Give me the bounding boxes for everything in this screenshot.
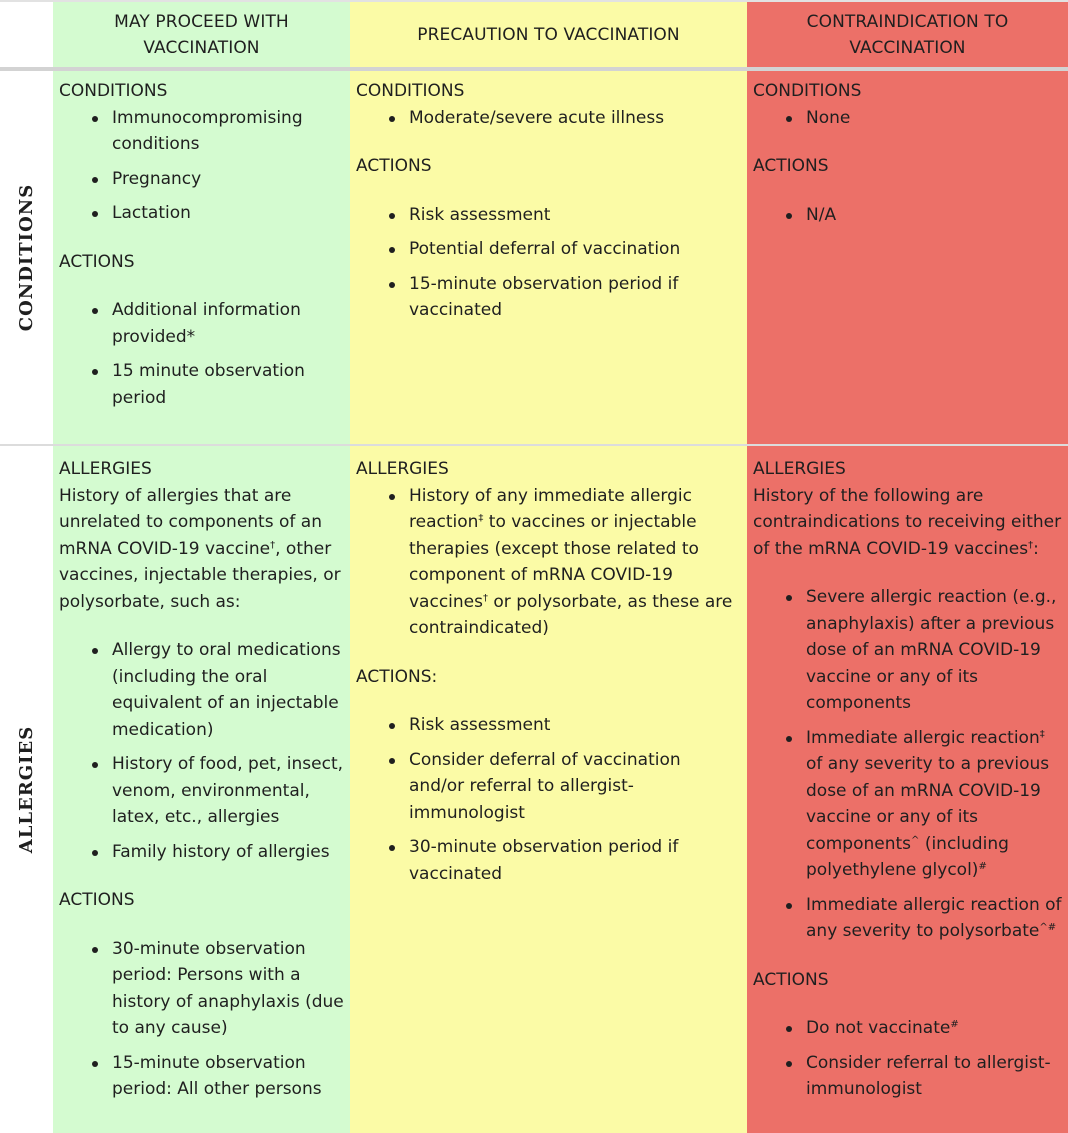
- item-text: (including polyethylene glycol): [806, 833, 1009, 880]
- actions-list: [356, 202, 741, 324]
- row-divider: [0, 444, 1068, 446]
- section-title: CONDITIONS: [356, 81, 465, 101]
- item-text: History of any immediate allergic reaction: [409, 485, 692, 532]
- header-contraindication: CONTRAINDICATION TO VACCINATION: [747, 0, 1068, 69]
- conditions-may-proceed-cell: [53, 69, 350, 445]
- footnote-hash: #: [950, 1019, 959, 1030]
- allergies-intro: [59, 483, 344, 616]
- conditions-contraindication-cell: [747, 69, 1068, 445]
- list-item: Immunocompromising conditions: [112, 105, 344, 158]
- actions-title: ACTIONS: [59, 890, 135, 910]
- actions-list: [59, 936, 344, 1103]
- actions-list: [59, 297, 344, 411]
- list-item: 15-minute observation period if vaccinated: [409, 271, 741, 324]
- footnote-double-dagger: ‡: [1039, 728, 1045, 740]
- list-item: Consider referral to allergist-immunologist: [806, 1050, 1062, 1103]
- item-text: Immediate allergic reaction of any severity to polysorbate: [806, 894, 1062, 941]
- corner-cell: [0, 0, 53, 69]
- footnote-dagger: †: [483, 592, 488, 604]
- actions-list: [356, 712, 741, 887]
- allergies-list: [356, 483, 741, 642]
- allergies-precaution-cell: [350, 445, 747, 1133]
- intro-text: History of allergies that are unrelated to components of an mRNA COVID-19 vaccine: [59, 485, 322, 559]
- footnote-caret: ^: [911, 834, 920, 846]
- top-border: [0, 0, 1068, 2]
- list-item: [806, 1015, 1062, 1042]
- list-item: Moderate/severe acute illness: [409, 105, 741, 132]
- intro-text-end: :: [1033, 538, 1039, 559]
- row-label-conditions: [0, 69, 53, 445]
- list-item: Family history of allergies: [112, 839, 344, 866]
- list-item: 15-minute observation period: All other persons: [112, 1050, 344, 1103]
- list-item: Severe allergic reaction (e.g., anaphylaxis) after a previous dose of an mRNA COVID-19 vaccine or any of its components: [806, 584, 1062, 717]
- intro-text-end: , other vaccines, injectable therapies, or polysorbate, such as:: [59, 538, 341, 612]
- section-title: CONDITIONS: [753, 81, 862, 101]
- allergies-list: [59, 637, 344, 865]
- header-may-proceed: MAY PROCEED WITH VACCINATION: [53, 0, 350, 69]
- intro-text: History of the following are contraindications to receiving either of the mRNA COVID-19 vaccines: [753, 485, 1062, 559]
- list-item: None: [806, 105, 1062, 132]
- list-item: History of food, pet, insect, venom, environmental, latex, etc., allergies: [112, 751, 344, 831]
- actions-title: ACTIONS: [356, 156, 432, 176]
- row-label-allergies-text: ALLERGIES: [16, 725, 37, 853]
- section-title: ALLERGIES: [356, 459, 449, 479]
- list-item: N/A: [806, 202, 1062, 229]
- list-item: Lactation: [112, 200, 344, 227]
- list-item: [806, 892, 1062, 945]
- actions-list: [753, 202, 1062, 229]
- list-item: Additional information provided*: [112, 297, 344, 350]
- footnote-caret-hash: ^#: [1039, 922, 1057, 933]
- section-title: CONDITIONS: [59, 81, 168, 101]
- actions-title: ACTIONS: [753, 969, 829, 990]
- list-item: Risk assessment: [409, 202, 741, 229]
- list-item: Consider deferral of vaccination and/or referral to allergist-immunologist: [409, 747, 741, 827]
- footnote-double-dagger: ‡: [478, 513, 484, 524]
- header-precaution: PRECAUTION TO VACCINATION: [350, 0, 747, 69]
- footnote-dagger: †: [1028, 539, 1034, 551]
- list-item: [806, 725, 1062, 884]
- item-text: Immediate allergic reaction: [806, 727, 1040, 748]
- list-item: 30-minute observation period if vaccinated: [409, 834, 741, 887]
- actions-title: ACTIONS: [59, 251, 135, 272]
- allergies-contraindication-cell: [747, 445, 1068, 1133]
- footnote-hash: #: [978, 861, 987, 872]
- allergies-list: [753, 584, 1062, 945]
- list-item: 15 minute observation period: [112, 358, 344, 411]
- list-item: Allergy to oral medications (including the oral equivalent of an injectable medication): [112, 637, 344, 743]
- conditions-list: [753, 105, 1062, 132]
- section-title: ALLERGIES: [753, 459, 846, 479]
- conditions-list: [356, 105, 741, 132]
- actions-title: ACTIONS:: [356, 666, 438, 687]
- list-item: Potential deferral of vaccination: [409, 236, 741, 263]
- item-text: or polysorbate, as these are contraindicated): [409, 591, 733, 638]
- header-divider: [0, 67, 1068, 71]
- list-item: Risk assessment: [409, 712, 741, 739]
- list-item: 30-minute observation period: Persons with a history of anaphylaxis (due to any cause): [112, 936, 344, 1042]
- list-item: Pregnancy: [112, 166, 344, 193]
- section-title: ALLERGIES: [59, 459, 152, 479]
- actions-list: [753, 1015, 1062, 1103]
- conditions-list: [59, 105, 344, 227]
- allergies-intro: [753, 483, 1062, 563]
- actions-title: ACTIONS: [753, 156, 829, 176]
- list-item: [409, 483, 741, 642]
- row-label-conditions-text: CONDITIONS: [16, 183, 37, 331]
- footnote-dagger: †: [270, 539, 276, 551]
- item-text: to vaccines or injectable therapies (except those related to component of mRNA COVID-19 vaccines: [409, 512, 699, 612]
- item-text: of any severity to a previous dose of an mRNA COVID-19 vaccine or any of its components: [806, 754, 1050, 854]
- item-text: Do not vaccinate: [806, 1018, 951, 1038]
- row-label-allergies: [0, 445, 53, 1133]
- conditions-precaution-cell: [350, 69, 747, 445]
- allergies-may-proceed-cell: [53, 445, 350, 1133]
